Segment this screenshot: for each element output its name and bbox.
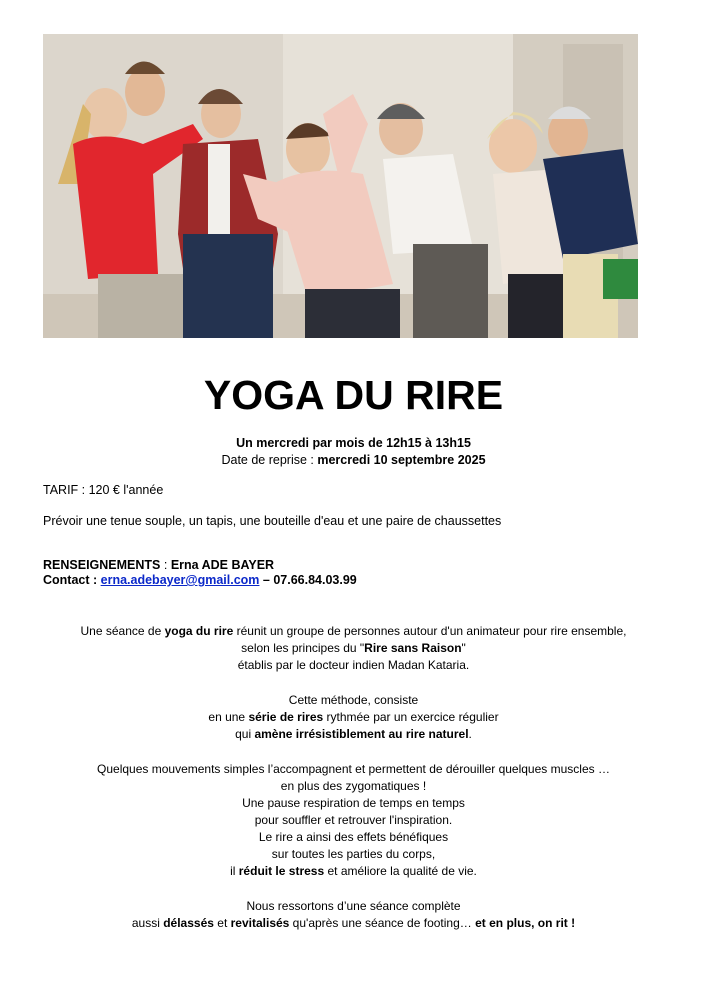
tarif-line: TARIF : 120 € l'année (43, 483, 164, 497)
desc-text: et améliore la qualité de vie. (324, 864, 477, 878)
desc-text: selon les principes du " (241, 641, 365, 655)
renseignements-label: RENSEIGNEMENTS (43, 558, 161, 572)
contact-label: Contact : (43, 573, 101, 587)
desc-line: Cette méthode, consiste (288, 693, 419, 707)
desc-bold: revitalisés (230, 916, 290, 930)
desc-line: Une pause respiration de temps en temps (242, 796, 465, 810)
desc-line (0, 915, 707, 931)
desc-text: . (468, 727, 472, 741)
desc-line (0, 640, 707, 656)
desc-text: qui (235, 727, 255, 741)
desc-line (0, 623, 707, 639)
resume-date-line (0, 452, 707, 468)
desc-text: qu'après une séance de footing… (289, 916, 476, 930)
group-laughing-photo (43, 34, 638, 338)
equipment-line: Prévoir une tenue souple, un tapis, une bouteille d'eau et une paire de chaussettes (43, 514, 502, 528)
page-title: YOGA DU RIRE (203, 372, 504, 418)
desc-bold: amène irrésistiblement au rire naturel (254, 727, 469, 741)
email-link[interactable]: erna.adebayer@gmail.com (100, 573, 260, 587)
desc-bold: délassés (163, 916, 214, 930)
desc-text: aussi (131, 916, 164, 930)
desc-text: " (461, 641, 466, 655)
desc-text: en une (208, 710, 249, 724)
desc-bold: et en plus, on rit ! (475, 916, 576, 930)
desc-line (0, 726, 707, 742)
desc-text: rythmée par un exercice régulier (323, 710, 499, 724)
desc-line: Quelques mouvements simples l’accompagnent et permettent de dérouiller quelques muscles … (97, 762, 610, 776)
desc-line (0, 863, 707, 879)
resume-label: Date de reprise : (221, 453, 318, 467)
desc-text: réunit un groupe de personnes autour d'un animateur pour rire ensemble, (233, 624, 627, 638)
renseignements-line (43, 557, 274, 573)
desc-bold: Rire sans Raison (364, 641, 462, 655)
desc-line: Nous ressortons d’une séance complète (246, 899, 461, 913)
desc-text: Une séance de (80, 624, 165, 638)
renseignements-name: Erna ADE BAYER (170, 558, 275, 572)
resume-date: mercredi 10 septembre 2025 (317, 453, 486, 467)
desc-line (0, 709, 707, 725)
desc-line: sur toutes les parties du corps, (271, 847, 436, 861)
desc-bold: série de rires (248, 710, 324, 724)
desc-bold: réduit le stress (238, 864, 325, 878)
schedule-text: Un mercredi par mois de 12h15 à 13h15 (236, 436, 471, 450)
desc-line: Le rire a ainsi des effets bénéfiques (258, 830, 449, 844)
desc-bold: yoga du rire (164, 624, 234, 638)
desc-line: établis par le docteur indien Madan Kataria. (237, 658, 470, 672)
desc-line: en plus des zygomatiques ! (280, 779, 427, 793)
phone-number: – 07.66.84.03.99 (259, 573, 357, 587)
schedule-line (0, 435, 707, 451)
contact-line (43, 572, 357, 588)
desc-text: et (213, 916, 231, 930)
desc-line: pour souffler et retrouver l'inspiration. (254, 813, 453, 827)
renseignements-sep: : (160, 558, 171, 572)
desc-text: il (230, 864, 239, 878)
